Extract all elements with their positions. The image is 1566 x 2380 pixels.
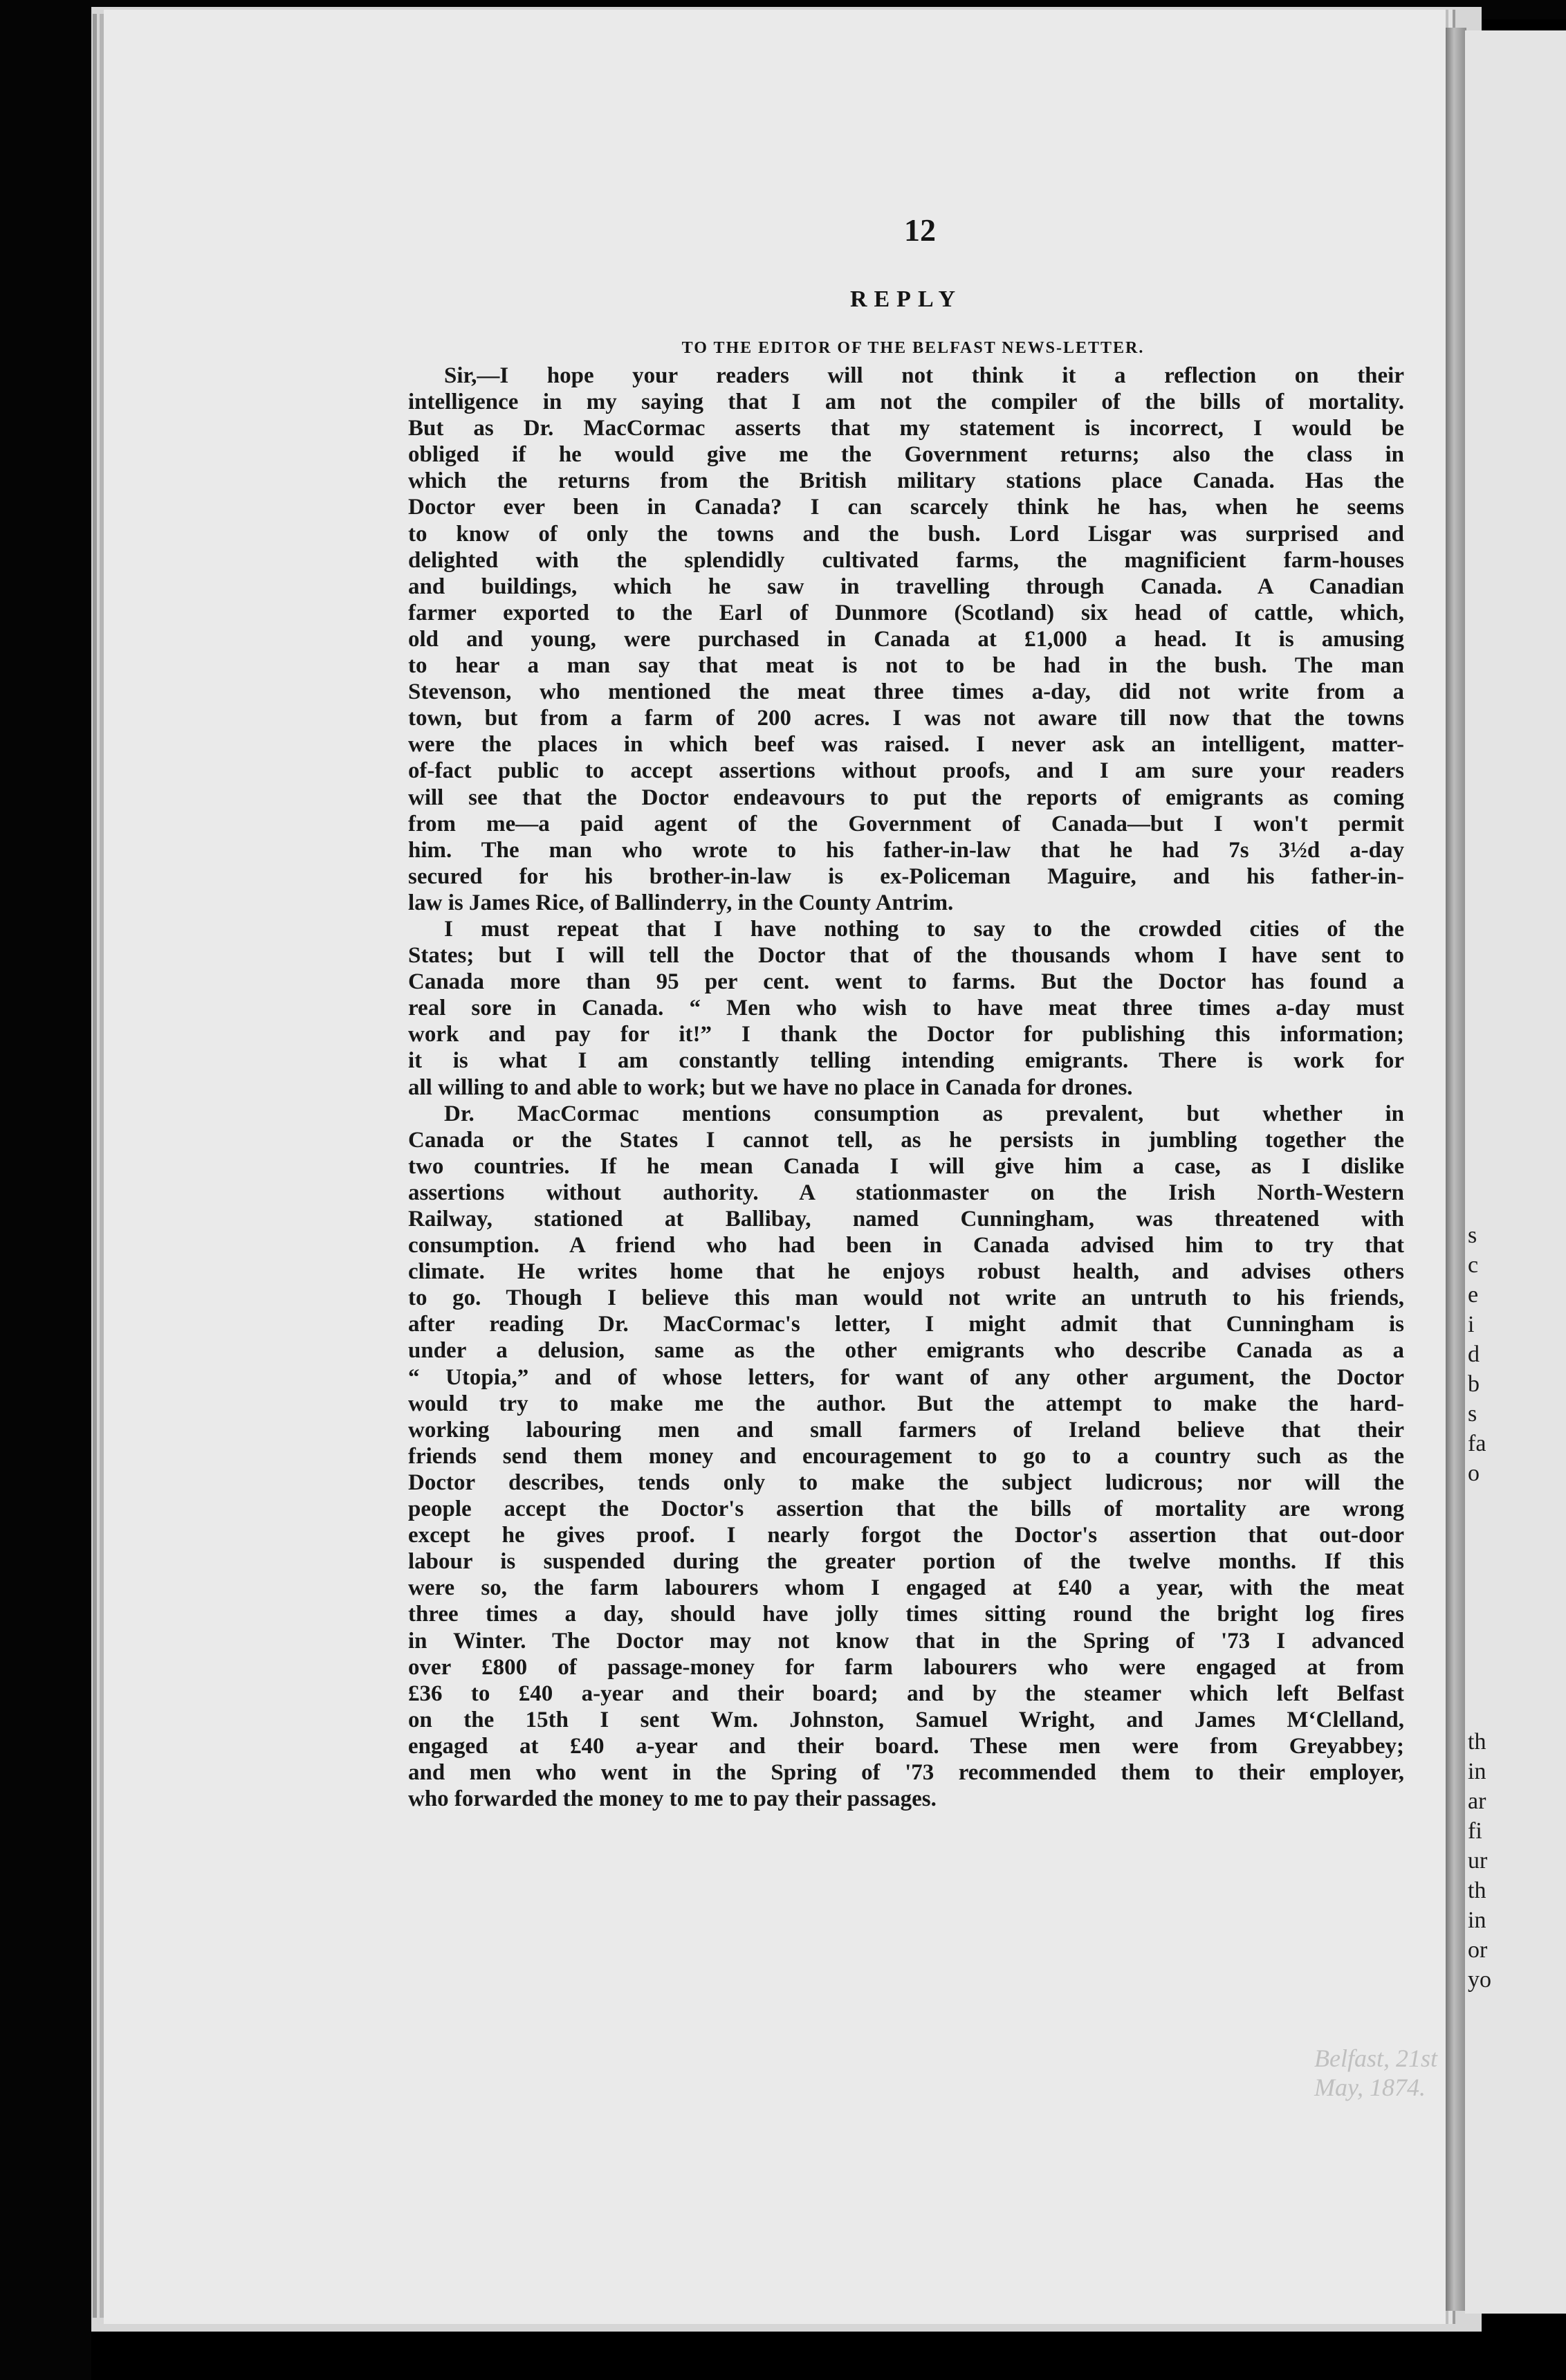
page-edge bbox=[93, 14, 97, 2318]
adjacent-page-fragment: s bbox=[1468, 1401, 1477, 1427]
text-line: States; but I will tell the Doctor that of the thousands whom I have sent to bbox=[408, 943, 1404, 969]
text-line: which the returns from the British military stations place Canada. Has the bbox=[408, 468, 1404, 494]
adjacent-page-fragment: b bbox=[1468, 1371, 1480, 1397]
text-line: “ Utopia,” and of whose letters, for want of any other argument, the Doctor bbox=[408, 1364, 1404, 1390]
text-line: Canada more than 95 per cent. went to farms. But the Doctor has found a bbox=[408, 969, 1404, 995]
text-line: I must repeat that I have nothing to say to the crowded cities of the bbox=[444, 916, 1404, 942]
text-line: to go. Though I believe this man would not write an untruth to his friends, bbox=[408, 1285, 1404, 1311]
page-number: 12 bbox=[904, 212, 936, 248]
subheading: TO THE EDITOR OF THE BELFAST NEWS-LETTER. bbox=[681, 339, 1145, 357]
text-line: old and young, were purchased in Canada at £1,000 a head. It is amusing bbox=[408, 626, 1404, 652]
text-line: and buildings, which he saw in travelling through Canada. A Canadian bbox=[408, 574, 1404, 599]
text-line: over £800 of passage-money for farm labourers who were engaged at from bbox=[408, 1654, 1404, 1680]
text-line: secured for his brother-in-law is ex-Policeman Maguire, and his father-in- bbox=[408, 863, 1404, 889]
adjacent-page-fragment: o bbox=[1468, 1461, 1480, 1486]
text-line: who forwarded the money to me to pay their passages. bbox=[408, 1786, 937, 1812]
text-line: will see that the Doctor endeavours to put the reports of emigrants as coming bbox=[408, 785, 1404, 810]
text-line: delighted with the splendidly cultivated farms, the magnificient farm-houses bbox=[408, 547, 1404, 573]
bleed-through-text bbox=[401, 239, 407, 268]
text-line: But as Dr. MacCormac asserts that my statement is incorrect, I would be bbox=[408, 416, 1404, 441]
text-line: were the places in which beef was raised. I never ask an intelligent, matter- bbox=[408, 732, 1404, 758]
text-line: consumption. A friend who had been in Canada advised him to try that bbox=[408, 1233, 1404, 1258]
text-line: would try to make me the author. But the attempt to make the hard- bbox=[408, 1391, 1404, 1416]
text-line: of-fact public to accept assertions without proofs, and I am sure your readers bbox=[408, 758, 1404, 784]
text-line: Canada or the States I cannot tell, as he persists in jumbling together the bbox=[408, 1127, 1404, 1153]
text-line: work and pay for it!” I thank the Doctor for publishing this information; bbox=[408, 1022, 1404, 1047]
text-line: Dr. MacCormac mentions consumption as prevalent, but whether in bbox=[444, 1101, 1404, 1126]
adjacent-page-fragment: th bbox=[1468, 1878, 1486, 1903]
text-line: all willing to and able to work; but we have no place in Canada for drones. bbox=[408, 1074, 1133, 1100]
adjacent-page-fragment: c bbox=[1468, 1252, 1479, 1278]
text-line: to hear a man say that meat is not to be had in the bush. The man bbox=[408, 653, 1404, 679]
text-line: Stevenson, who mentioned the meat three times a-day, did not write from a bbox=[408, 679, 1404, 705]
text-line: it is what I am constantly telling intending emigrants. There is work for bbox=[408, 1048, 1404, 1074]
text-line: Doctor ever been in Canada? I can scarcely think he has, when he seems bbox=[408, 495, 1404, 520]
text-line: except he gives proof. I nearly forgot the Doctor's assertion that out-door bbox=[408, 1523, 1404, 1548]
adjacent-page-fragment: fi bbox=[1468, 1818, 1482, 1844]
adjacent-page-upper-column bbox=[1468, 1220, 1565, 1488]
adjacent-page-fragment: fa bbox=[1468, 1431, 1486, 1456]
text-line: obliged if he would give me the Government returns; also the class in bbox=[408, 442, 1404, 468]
book-gutter bbox=[1446, 28, 1466, 2311]
text-line: climate. He writes home that he enjoys robust health, and advises others bbox=[408, 1259, 1404, 1285]
text-line: on the 15th I sent Wm. Johnston, Samuel Wright, and James M‘Clelland, bbox=[408, 1707, 1404, 1732]
text-line: £36 to £40 a-year and their board; and by the steamer which left Belfast bbox=[408, 1681, 1404, 1706]
adjacent-page-fragment: d bbox=[1468, 1342, 1480, 1367]
text-line: real sore in Canada. “ Men who wish to have meat three times a-day must bbox=[408, 996, 1404, 1021]
adjacent-page-fragment: s bbox=[1468, 1223, 1477, 1248]
text-line: town, but from a farm of 200 acres. I was not aware till now that the towns bbox=[408, 706, 1404, 731]
text-line: law is James Rice, of Ballinderry, in the County Antrim. bbox=[408, 890, 954, 915]
adjacent-page-fragment: ar bbox=[1468, 1788, 1486, 1814]
adjacent-page-fragment: yo bbox=[1468, 1967, 1491, 1993]
text-line: after reading Dr. MacCormac's letter, I might admit that Cunningham is bbox=[408, 1312, 1404, 1337]
text-line: two countries. If he mean Canada I will give him a case, as I dislike bbox=[408, 1153, 1404, 1179]
book-page bbox=[104, 10, 1446, 2324]
adjacent-page-fragment: e bbox=[1468, 1282, 1479, 1308]
text-line: were so, the farm labourers whom I engaged at £40 a year, with the meat bbox=[408, 1575, 1404, 1601]
adjacent-page-fragment: ur bbox=[1468, 1848, 1488, 1874]
text-line: under a delusion, same as the other emigrants who describe Canada as a bbox=[408, 1338, 1404, 1364]
text-line: him. The man who wrote to his father-in-law that he had 7s 3½d a-day bbox=[408, 837, 1404, 863]
text-line: three times a day, should have jolly times sitting round the bright log fires bbox=[408, 1602, 1404, 1627]
text-line: working labouring men and small farmers of Ireland believe that their bbox=[408, 1417, 1404, 1443]
heading: REPLY bbox=[849, 286, 963, 312]
text-line: assertions without authority. A stationmaster on the Irish North-Western bbox=[408, 1180, 1404, 1205]
adjacent-page-lower-column bbox=[1468, 1727, 1565, 1995]
text-line: in Winter. The Doctor may not know that in the Spring of '73 I advanced bbox=[408, 1628, 1404, 1654]
text-line: Doctor describes, tends only to make the subject ludicrous; nor will the bbox=[408, 1470, 1404, 1495]
text-line: from me—a paid agent of the Government of Canada—but I won't permit bbox=[408, 811, 1404, 836]
adjacent-page-fragment: th bbox=[1468, 1729, 1486, 1755]
text-line: Sir,—I hope your readers will not think it a reflection on their bbox=[444, 363, 1404, 388]
text-line: people accept the Doctor's assertion that the bills of mortality are wrong bbox=[408, 1496, 1404, 1522]
adjacent-page bbox=[1465, 30, 1566, 2314]
text-line: to know of only the towns and the bush. Lord Lisgar was surprised and bbox=[408, 521, 1404, 547]
adjacent-page-fragment: or bbox=[1468, 1937, 1488, 1963]
text-line: intelligence in my saying that I am not the compiler of the bills of mortality. bbox=[408, 390, 1404, 415]
text-line: friends send them money and encouragement to go to a country such as the bbox=[408, 1443, 1404, 1469]
text-line: Railway, stationed at Ballibay, named Cunningham, was threatened with bbox=[408, 1207, 1404, 1232]
adjacent-page-fragment: i bbox=[1468, 1312, 1475, 1337]
bleed-through-signature: Belfast, 21st May, 1874. bbox=[1314, 2044, 1437, 2101]
text-line: labour is suspended during the greater portion of the twelve months. If this bbox=[408, 1549, 1404, 1575]
text-line: farmer exported to the Earl of Dunmore (Scotland) six head of cattle, which, bbox=[408, 600, 1404, 625]
adjacent-page-fragment: in bbox=[1468, 1907, 1486, 1933]
adjacent-page-fragment: in bbox=[1468, 1759, 1486, 1784]
text-line: engaged at £40 a-year and their board. These men were from Greyabbey; bbox=[408, 1733, 1404, 1759]
text-line: and men who went in the Spring of '73 recommended them to their employer, bbox=[408, 1759, 1404, 1785]
letter-body bbox=[408, 363, 1404, 1812]
scan-border-left bbox=[0, 0, 91, 2380]
